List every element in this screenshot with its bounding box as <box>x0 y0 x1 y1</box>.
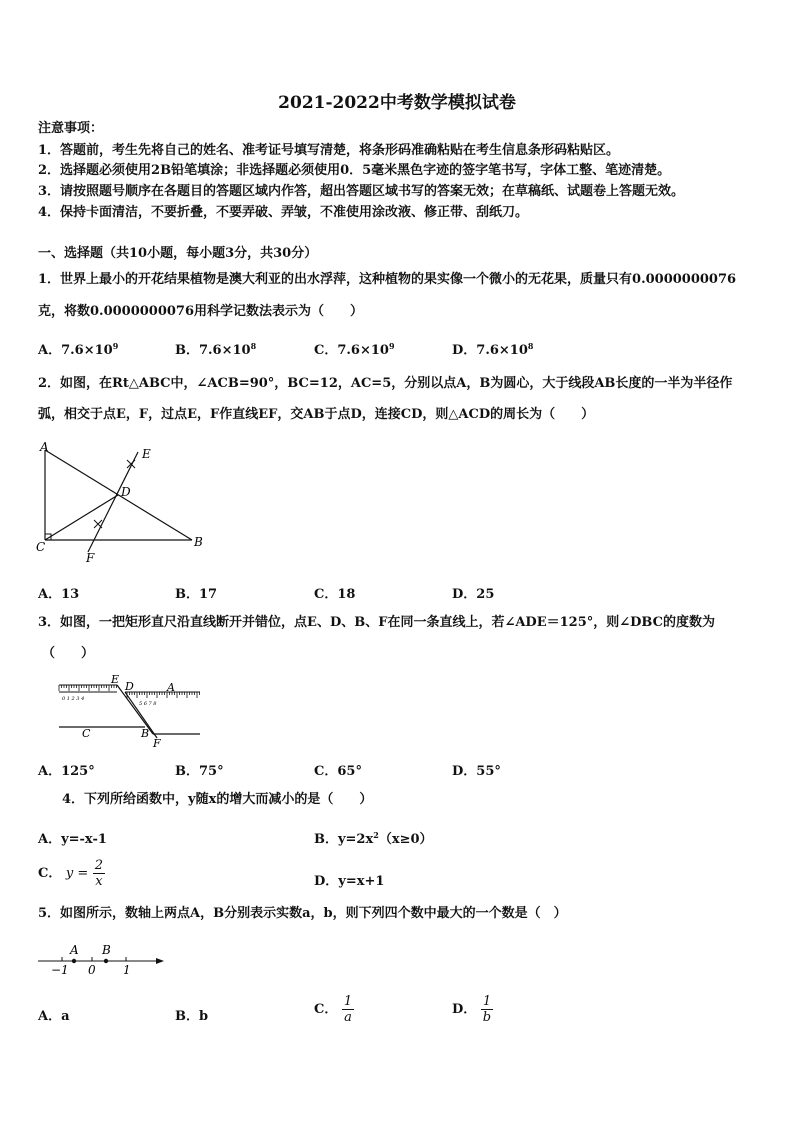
q1-option-c-text: C．7.6×10 <box>314 343 389 358</box>
q3-option-a[interactable]: A．125° <box>38 764 95 779</box>
notice-heading: 注意事项： <box>38 121 104 136</box>
q5-option-b[interactable]: B．b <box>175 1009 209 1024</box>
q5-option-c-fraction <box>342 994 354 1025</box>
label-f: F <box>153 737 161 750</box>
q1-option-d-exp: 8 <box>527 341 534 351</box>
fraction-denominator: b <box>482 1010 492 1025</box>
q1-option-a-exp: 9 <box>112 341 119 351</box>
label-b: B <box>102 943 111 957</box>
label-b: B <box>194 535 203 549</box>
q1-option-d-text: D．7.6×10 <box>452 343 528 358</box>
q5-option-a[interactable]: A．a <box>38 1009 70 1024</box>
q2-option-a[interactable]: A．13 <box>38 587 80 602</box>
ruler-right-ticks <box>127 692 200 698</box>
fraction-numerator: 1 <box>343 994 353 1009</box>
q2-option-d[interactable]: D．25 <box>452 587 495 602</box>
svg-text:0 1 2 3 4: 0 1 2 3 4 <box>62 696 85 702</box>
svg-text:5 6 7 8: 5 6 7 8 <box>139 701 157 707</box>
label-one: 1 <box>123 963 131 977</box>
label-e: E <box>111 673 120 686</box>
q4-option-b-exp: 2 <box>373 830 379 840</box>
q2-stem-line1: 2．如图，在Rt△ABC中，∠ACB=90°，BC=12，AC=5，分别以点A，B为圆心，大于线段AB长度的一半为半径作 <box>38 376 733 391</box>
label-c: C <box>36 540 46 554</box>
q1-option-d[interactable] <box>452 339 533 358</box>
label-f: F <box>86 551 95 565</box>
fraction-numerator: 2 <box>94 858 104 873</box>
q3-ruler-figure <box>55 672 215 752</box>
point-b-dot <box>104 959 108 963</box>
q3-option-d[interactable]: D．55° <box>452 764 501 779</box>
point-a-dot <box>72 959 76 963</box>
label-a: A <box>70 943 79 957</box>
q5-option-d[interactable] <box>452 994 493 1025</box>
ruler-left-ticks <box>59 685 117 691</box>
q4-option-b-domain: （x≥0） <box>378 832 433 847</box>
q5-option-c[interactable] <box>314 994 354 1025</box>
notice-item-3: 3．请按照题号顺序在各题目的答题区域内作答，超出答题区域书写的答案无效；在草稿纸、试题卷上答题无效。 <box>38 184 685 199</box>
q4-option-a[interactable]: A．y=-x-1 <box>38 832 107 847</box>
q1-option-a[interactable] <box>38 339 118 358</box>
q4-option-c[interactable] <box>38 858 105 889</box>
q2-option-b[interactable]: B．17 <box>175 587 218 602</box>
q5-number-line <box>36 940 171 980</box>
q4-option-b-text: B．y=2x <box>314 832 374 847</box>
q1-option-b-exp: 8 <box>250 341 257 351</box>
notice-item-2: 2．选择题必须使用2B铅笔填涂；非选择题必须使用0．5毫米黑色字迹的签字笔书写，字体工整、笔迹清楚。 <box>38 163 671 178</box>
q1-stem-line2: 克，将数0.0000000076用科学记数法表示为（ ） <box>38 304 364 319</box>
section-heading: 一、选择题（共10小题，每小题3分，共30分） <box>38 246 318 261</box>
label-e: E <box>142 447 151 461</box>
q4-option-d[interactable]: D．y=x+1 <box>314 874 385 889</box>
notice-item-4: 4．保持卡面清洁，不要折叠，不要弄破、弄皱，不准使用涂改液、修正带、刮纸刀。 <box>38 205 529 220</box>
label-c: C <box>82 727 91 740</box>
label-zero: 0 <box>88 963 96 977</box>
label-minus-one: −1 <box>51 963 69 977</box>
arc-mark-f <box>94 520 102 528</box>
q1-option-b-text: B．7.6×10 <box>175 343 251 358</box>
q2-option-c[interactable]: C．18 <box>314 587 356 602</box>
label-d: D <box>125 680 134 693</box>
q4-stem: 4．下列所给函数中，y随x的增大而减小的是（ ） <box>62 792 373 807</box>
q4-option-c-lhs: y = <box>65 866 89 881</box>
q5-option-d-fraction <box>481 994 493 1025</box>
q3-option-c[interactable]: C．65° <box>314 764 362 779</box>
q5-option-d-label: D． <box>452 1002 477 1017</box>
q4-option-c-label: C． <box>38 866 62 881</box>
q2-triangle-figure <box>30 440 220 570</box>
label-a: A <box>167 681 175 694</box>
q5-stem: 5．如图所示，数轴上两点A，B分别表示实数a，b，则下列四个数中最大的一个数是（ ） <box>38 906 567 921</box>
q3-stem-line1: 3．如图，一把矩形直尺沿直线断开并错位，点E、D、B、F在同一条直线上，若∠ADE＝125°，则∠DBC的度数为 <box>38 615 715 630</box>
arrow-icon <box>156 958 164 964</box>
q1-stem-line1: 1．世界上最小的开花结果植物是澳大利亚的出水浮萍，这种植物的果实像一个微小的无花果，质量只有0.0000000076 <box>38 272 737 287</box>
q1-option-a-text: A．7.6×10 <box>38 343 113 358</box>
label-b: B <box>141 727 150 740</box>
q1-option-c-exp: 9 <box>388 341 395 351</box>
fraction-numerator: 1 <box>482 994 492 1009</box>
q1-option-c[interactable] <box>314 339 395 358</box>
label-d: D <box>121 485 131 499</box>
q1-option-b[interactable] <box>175 339 256 358</box>
q3-option-b[interactable]: B．75° <box>175 764 224 779</box>
q3-stem-line2: （ ） <box>42 646 95 661</box>
fraction-denominator: a <box>344 1010 352 1025</box>
q2-stem-line2: 弧，相交于点E，F，过点E，F作直线EF，交AB于点D，连接CD，则△ACD的周长为（ ） <box>38 407 595 422</box>
q5-option-c-label: C． <box>314 1002 338 1017</box>
segment-cd <box>45 495 118 540</box>
fraction-denominator: x <box>95 874 103 889</box>
q4-option-b[interactable] <box>314 828 433 847</box>
notice-item-1: 1．答题前，考生先将自己的姓名、准考证号填写清楚，将条形码准确粘贴在考生信息条形码粘贴区。 <box>38 143 620 158</box>
q4-option-c-fraction <box>93 858 105 889</box>
page-title: 2021-2022中考数学模拟试卷 <box>278 93 516 113</box>
label-a: A <box>40 440 49 454</box>
